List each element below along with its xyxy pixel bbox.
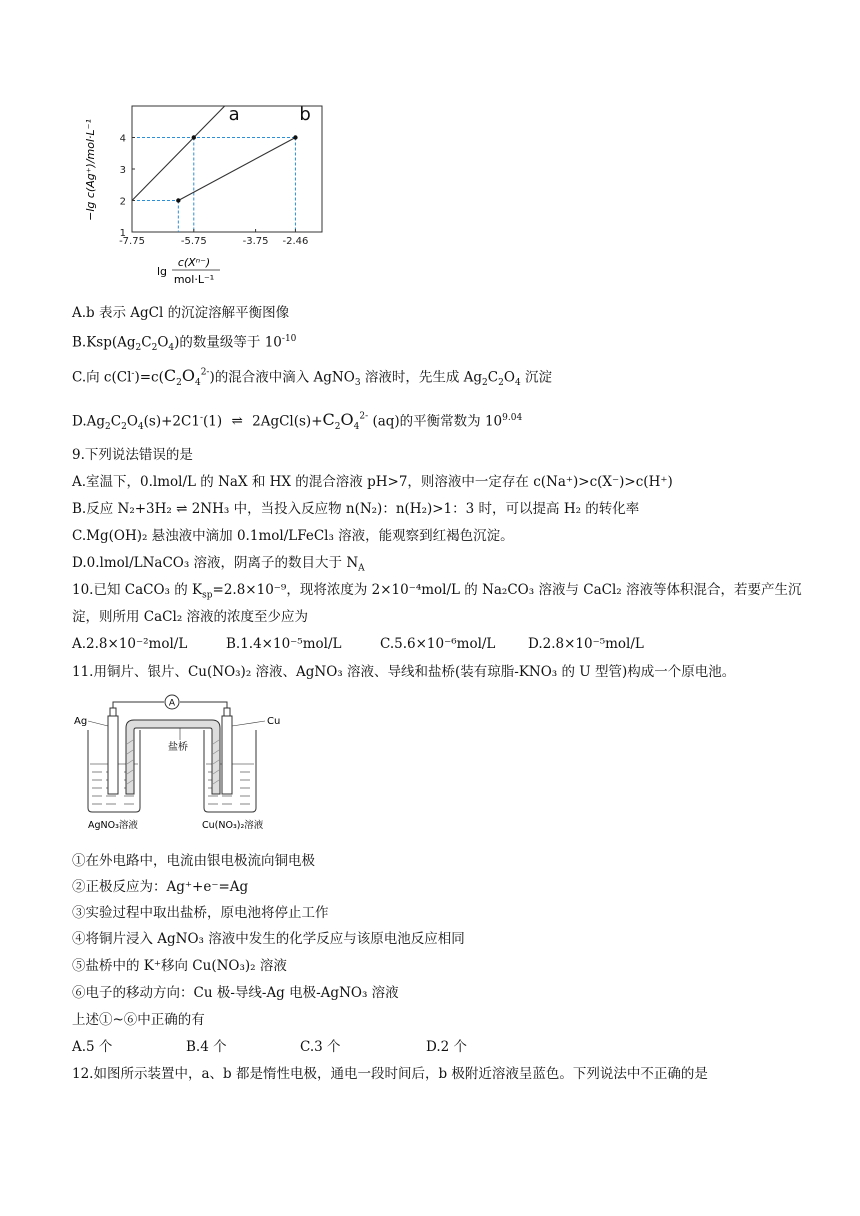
q10-option-b: B.1.4×10⁻⁵mol/L — [226, 636, 342, 652]
y-tick-label-3: 4 — [119, 133, 126, 145]
q10-option-c: C.5.6×10⁻⁶mol/L — [380, 636, 496, 652]
x-axis-label — [157, 256, 220, 286]
q8-option-c-post: )的混合液中滴入 AgNO — [209, 369, 355, 386]
q8-option-d-mid2: (1) — [202, 413, 223, 430]
q11-ask: 上述①~⑥中正确的有 — [72, 1012, 205, 1028]
ksp-chart — [72, 98, 332, 294]
svg-text:c(Xⁿ⁻): c(Xⁿ⁻) — [177, 256, 211, 269]
q10-stem-1b: =2.8×10⁻⁹，现将浓度为 2×10⁻⁴mol/L 的 Na₂CO₃ 溶液与 CaCl₂ 溶液等体积混合，若要产生沉 — [212, 582, 802, 598]
q9-option-a: A.室温下，0.lmol/L 的 NaX 和 HX 的混合溶液 pH>7，则溶液中一定存在 c(Na⁺)>c(X⁻)>c(H⁺) — [72, 474, 673, 490]
q9-option-c: C.Mg(OH)₂ 悬浊液中滴加 0.1mol/LFeCl₃ 溶液，能观察到红褐色沉淀。 — [72, 528, 514, 544]
cu-leader — [232, 721, 265, 726]
x-tick-label-0: -7.75 — [119, 236, 145, 247]
x-tick-label-2: -3.75 — [242, 236, 269, 247]
q8-option-c-post2: 溶液时，先生成 Ag — [360, 369, 483, 386]
ammeter-icon — [165, 695, 179, 709]
q11-statement-5: ⑤盐桥中的 K⁺移向 Cu(NO₃)₂ 溶液 — [72, 958, 287, 974]
q10-option-d: D.2.8×10⁻⁵mol/L — [528, 636, 644, 652]
series-label-b: b — [299, 104, 311, 125]
q12-stem: 12.如图所示装置中，a、b 都是惰性电极，通电一段时间后，b 极附近溶液呈蓝色。下列说法中不正确的是 — [72, 1066, 708, 1082]
q8-option-b-exp: -10 — [281, 334, 297, 344]
y-tick-label-1: 2 — [119, 196, 126, 208]
q10-option-a: A.2.8×10⁻²mol/L — [72, 636, 188, 652]
data-point-2 — [293, 135, 297, 139]
svg-text:lg: lg — [156, 265, 167, 278]
q11-statement-6: ⑥电子的移动方向：Cu 极-导线-Ag 电极-AgNO₃ 溶液 — [72, 985, 399, 1001]
q11-stem: 11.用铜片、银片、Cu(NO₃)₂ 溶液、AgNO₃ 溶液、导线和盐桥(装有琼脂-KNO₃ 的 U 型管)构成一个原电池。 — [72, 664, 736, 680]
q9-option-d-text: D.0.lmol/LNaCO₃ 溶液，阴离子的数目大于 N — [72, 555, 359, 571]
q8-option-c-post3: 沉淀 — [520, 369, 552, 386]
q8-option-d-post: 2AgCl(s)+ — [252, 413, 323, 430]
q8-option-b: $B.Ksp(Ag_2C_2O_4)$的数量级等于 $10^{-10}$ — [72, 334, 297, 354]
ksp-chart-svg — [72, 98, 332, 294]
series-line-a — [132, 106, 225, 201]
q11-option-d: D.2 个 — [426, 1039, 468, 1055]
q8-option-c-mid: )=c( — [134, 369, 164, 386]
q10-stem-line1 — [72, 581, 801, 605]
q9-option-d-sub: A — [358, 563, 365, 574]
q11-statement-1: ①在外电路中，电流由银电极流向铜电极 — [72, 853, 315, 869]
x-tick-label-1: -5.75 — [180, 236, 207, 247]
ag-leader — [88, 721, 108, 726]
equilibrium-arrow-icon: ⇌ — [231, 413, 243, 430]
q8-option-b-c: C — [141, 334, 152, 351]
q10-stem-1: 10.已知 CaCO₃ 的 K — [72, 582, 203, 598]
silver-electrode — [108, 716, 118, 794]
q8-option-b-post: )的数量级等于 10 — [174, 334, 282, 351]
y-axis-label — [84, 119, 97, 221]
q11-statement-4: ④将铜片浸入 AgNO₃ 溶液中发生的化学反应与该原电池反应相同 — [72, 931, 465, 947]
series-label-a: a — [228, 104, 240, 125]
data-point-0 — [192, 135, 196, 139]
q9-option-b: B.反应 N₂+3H₂ ⇌ 2NH₃ 中，当投入反应物 n(N₂)：n(H₂)>1：3 时，可以提高 H₂ 的转化率 — [72, 501, 640, 517]
q8-option-d-post2: (aq)的平衡常数为 10 — [372, 413, 503, 430]
y-tick-label-0: 1 — [119, 228, 126, 239]
q8-option-a: A.b 表示 AgCl 的沉淀溶解平衡图像 — [72, 305, 290, 321]
q11-statement-3: ③实验过程中取出盐桥，原电池将停止工作 — [72, 905, 329, 921]
copper-electrode — [222, 716, 232, 794]
q9-option-d — [72, 554, 365, 578]
galvanic-cell-svg — [72, 694, 292, 836]
salt-bridge-label: 盐桥 — [168, 742, 188, 753]
q11-option-b: B.4 个 — [186, 1039, 227, 1055]
galvanic-cell-figure — [72, 694, 292, 836]
data-point-1 — [176, 198, 180, 202]
q8-option-b-pre: B.Ksp(Ag — [72, 334, 136, 351]
q8-option-d-pre: D.Ag — [72, 413, 106, 430]
q8-option-d: $D.Ag_2C_2O_4(s)+2C1^-(1)$ ⇌ $2AgCl(s)+C_2O_4^{2-}$ (aq)的平衡常数为 $10^{9.04}$ — [72, 410, 523, 433]
q8-option-c-pre: C.向 c(Cl — [72, 369, 132, 386]
series-line-b — [178, 138, 295, 201]
q8-option-b-o: O — [157, 334, 169, 351]
q10-stem-line2: 淀，则所用 CaCl₂ 溶液的浓度至少应为 — [72, 609, 309, 625]
q10-stem-sub: sp — [202, 590, 213, 601]
q8-option-d-mid: (s)+2C1 — [143, 413, 200, 430]
right-solution-label: Cu(NO₃)₂溶液 — [202, 820, 264, 831]
left-solution-label: AgNO₃溶液 — [88, 820, 138, 831]
plot-frame — [132, 106, 322, 232]
ag-label: Ag — [74, 716, 88, 727]
q8-option-d-exp: 9.04 — [502, 412, 523, 423]
cu-label: Cu — [267, 716, 281, 727]
q11-option-a: A.5 个 — [72, 1039, 113, 1055]
svg-text:−lg c(Ag⁺)/mol·L⁻¹: −lg c(Ag⁺)/mol·L⁻¹ — [84, 119, 97, 221]
q11-option-c: C.3 个 — [300, 1039, 341, 1055]
svg-text:mol·L⁻¹: mol·L⁻¹ — [173, 273, 215, 286]
q8-option-c: C.向 $c(Cl^-)=c(C_2O_4^{2-})$的混合液中滴入 AgNO$_3$ 溶液时，先生成 $Ag_2C_2O_4$ 沉淀 — [72, 366, 552, 389]
q9-stem: 9.下列说法错误的是 — [72, 447, 193, 463]
q11-statement-2: ②正极反应为：Ag⁺+e⁻=Ag — [72, 879, 249, 895]
x-tick-label-3: -2.46 — [282, 236, 309, 247]
y-tick-label-2: 3 — [119, 165, 126, 176]
svg-text:A: A — [168, 698, 176, 709]
